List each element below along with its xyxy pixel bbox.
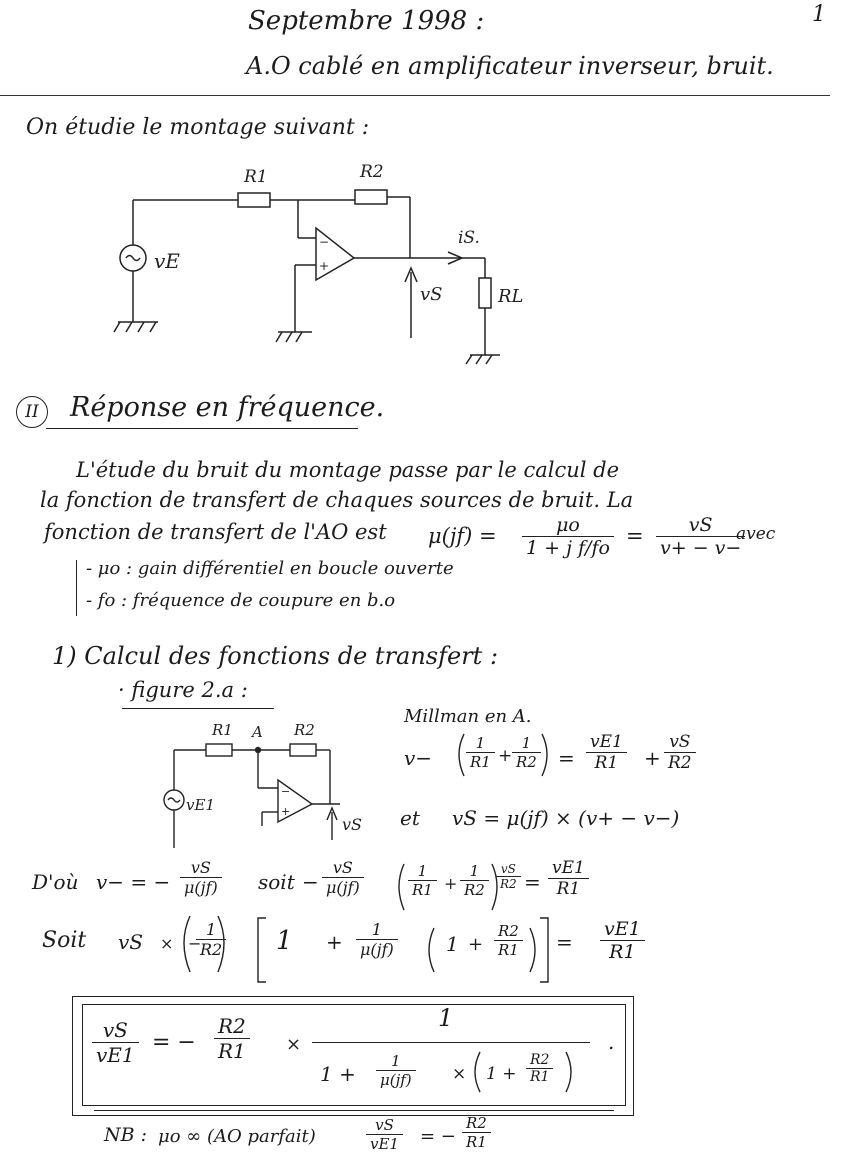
- tf-frac2-num: vS: [656, 514, 745, 537]
- soit-equals: =: [556, 930, 573, 954]
- dou-frac2-den: μ(jf): [326, 878, 360, 897]
- def-f0: - fo : fréquence de coupure en b.o: [86, 590, 396, 611]
- para-line-1: L'étude du bruit du montage passe par le calcul de: [76, 458, 620, 482]
- nb-condition: μo ∞ (AO parfait): [158, 1126, 316, 1147]
- result-r2r1-num: R2: [214, 1014, 250, 1039]
- soit-minus: −: [188, 934, 202, 953]
- millman-plus-2: +: [644, 746, 661, 770]
- result-times: ×: [286, 1034, 302, 1055]
- soit-inner-one: 1: [446, 932, 459, 956]
- dou-frac2-num: vS: [322, 858, 364, 878]
- soit-mu-num: 1: [356, 920, 398, 940]
- soit-ve1-num: vE1: [600, 918, 645, 941]
- nb-lhs-num: vS: [366, 1116, 403, 1135]
- figure-label: · figure 2.a :: [118, 678, 248, 702]
- millman-equals: =: [558, 746, 575, 770]
- nb-equals: = −: [420, 1126, 456, 1147]
- tf-frac2-den: v+ − v−: [660, 537, 742, 559]
- circuit1-vs-label: vS: [420, 284, 443, 305]
- avec-text: avec: [736, 524, 776, 544]
- circuit2-r2-label: R2: [294, 721, 315, 739]
- intro-text: On étudie le montage suivant :: [26, 115, 370, 140]
- soit-vs: vS: [118, 930, 143, 954]
- result-dot: .: [608, 1030, 615, 1054]
- para-line-2: la fonction de transfert de chaques sources de bruit. La: [40, 488, 634, 512]
- dou-lead: D'où: [32, 870, 79, 894]
- dou-equals: =: [524, 870, 541, 894]
- circuit1-minus: −: [319, 235, 330, 249]
- circuit2-vs-label: vS: [342, 815, 362, 834]
- nb-divider: [94, 1110, 614, 1111]
- et-word: et: [400, 806, 420, 830]
- tf-frac1-den: 1 + j f/fo: [526, 537, 610, 559]
- millman-label: Millman en A.: [404, 706, 532, 727]
- dou-vs-r2-den: R2: [500, 877, 517, 891]
- result-lhs-den: vE1: [96, 1043, 135, 1067]
- millman-v-minus: v−: [404, 746, 433, 770]
- dou-plus: +: [444, 874, 458, 893]
- millman-frac-r1-num: 1: [466, 734, 495, 753]
- dou-frac1-num: vS: [180, 858, 222, 878]
- circuit2-node-label: A: [252, 723, 263, 741]
- soit-r2r1-num: R2: [494, 922, 523, 941]
- section-number: II: [16, 396, 48, 428]
- millman-ve1-den: R1: [594, 753, 619, 773]
- millman-frac-r1-den: R1: [470, 753, 491, 771]
- page-title: Septembre 1998 :: [248, 6, 485, 36]
- soit-r2-num: 1: [196, 920, 226, 940]
- circuit1-r1-label: R1: [244, 167, 268, 187]
- nb-lead: NB :: [104, 1124, 148, 1146]
- tf-frac1-num: μo: [522, 514, 614, 537]
- para-line-3: fonction de transfert de l'AO est: [44, 520, 387, 544]
- page-number: 1: [812, 2, 826, 27]
- circuit2-minus: −: [281, 785, 291, 798]
- millman-vs-num: vS: [664, 732, 696, 753]
- nb-r2r1: [462, 1114, 491, 1151]
- millman-frac-r2-num: 1: [512, 734, 541, 753]
- mu-function: μ(jf) =: [428, 524, 497, 548]
- dou-r2-den: R2: [464, 881, 485, 899]
- section-title: Réponse en fréquence.: [70, 392, 385, 423]
- circuit1-source-label: vE: [154, 249, 180, 273]
- result-den-lead: 1 +: [320, 1062, 356, 1086]
- def-mu0: - μo : gain différentiel en boucle ouverte: [86, 558, 454, 579]
- dou-frac1-den: μ(jf): [184, 878, 218, 897]
- result-den-mu-den: μ(jf): [380, 1071, 412, 1089]
- result-den-times: ×: [452, 1064, 467, 1084]
- result-den-r2r1-den: R1: [530, 1069, 550, 1085]
- circuit1-plus: +: [319, 259, 330, 273]
- nb-r2r1-num: R2: [462, 1114, 491, 1133]
- dou-r1-num: 1: [408, 862, 437, 881]
- dou-ve1-num: vE1: [548, 858, 589, 879]
- dou-ve1-den: R1: [556, 879, 581, 899]
- result-equals: = −: [152, 1030, 196, 1055]
- soit-r2-den: R2: [200, 940, 223, 959]
- soit-mu-den: μ(jf): [360, 940, 394, 959]
- result-lhs-num: vS: [92, 1018, 139, 1043]
- millman-frac-r2-den: R2: [516, 753, 537, 771]
- circuit2-source-label: vE1: [186, 796, 215, 814]
- soit-r2r1-den: R1: [498, 941, 519, 959]
- nb-lhs-den: vE1: [370, 1135, 399, 1153]
- result-den-one-plus: 1 +: [486, 1064, 517, 1084]
- dou-vs-r2-num: vS: [496, 862, 521, 877]
- result-r2r1-den: R1: [218, 1039, 246, 1063]
- nb-r2r1-den: R1: [466, 1133, 487, 1151]
- millman-plus-1: +: [498, 746, 513, 766]
- result-den-r2r1: [526, 1052, 553, 1085]
- dou-r2-num: 1: [460, 862, 489, 881]
- circuit1-rl-label: RL: [498, 286, 524, 307]
- millman-vs-den: R2: [668, 753, 692, 773]
- soit-plus: +: [326, 930, 343, 954]
- result-den-mu-num: 1: [376, 1052, 416, 1071]
- dou-r1-den: R1: [412, 881, 433, 899]
- millman-ve1-num: vE1: [586, 732, 627, 753]
- vs-equation: vS = μ(jf) × (v+ − v−): [452, 806, 680, 830]
- circuit2-r1-label: R1: [212, 721, 233, 739]
- dou-soit: soit: [258, 870, 295, 894]
- dou-v-minus: v− = −: [96, 870, 171, 894]
- dou-minus: −: [302, 870, 319, 894]
- result-den-r2r1-num: R2: [526, 1052, 553, 1069]
- soit-lead: Soit: [42, 928, 87, 953]
- page-subtitle: A.O cablé en amplificateur inverseur, bruit.: [246, 52, 774, 80]
- soit-ve1-den: R1: [609, 941, 636, 963]
- result-numerator-one: 1: [438, 1004, 454, 1032]
- tf-equals: =: [626, 524, 644, 548]
- circuit1-r2-label: R2: [360, 162, 384, 182]
- soit-times: ×: [160, 934, 174, 953]
- circuit2-plus: +: [281, 805, 291, 818]
- subsection-title: 1) Calcul des fonctions de transfert :: [52, 642, 499, 670]
- nb-lhs: [366, 1116, 403, 1153]
- soit-inner-plus: +: [468, 934, 484, 955]
- soit-one: 1: [276, 926, 293, 956]
- circuit1-is-label: iS.: [458, 228, 480, 248]
